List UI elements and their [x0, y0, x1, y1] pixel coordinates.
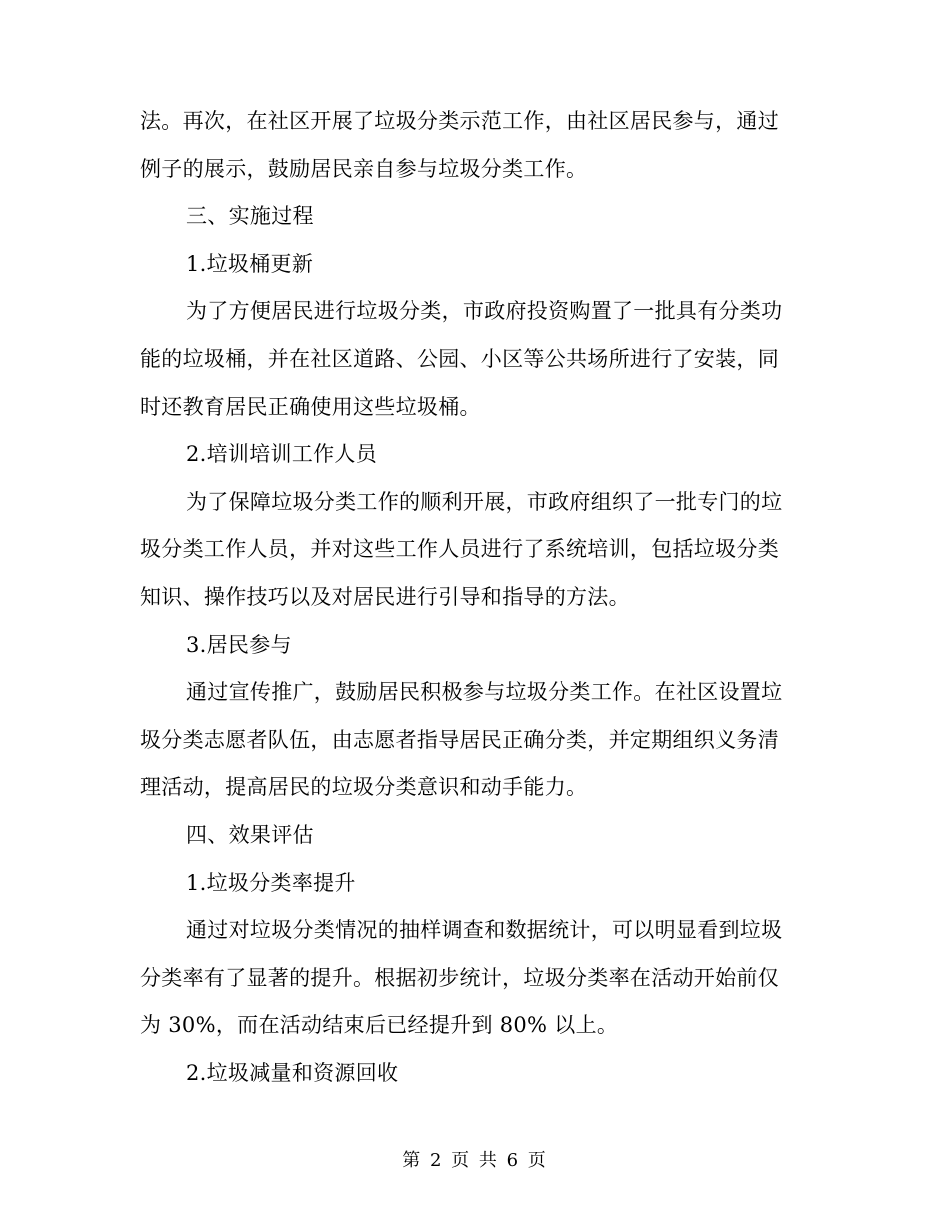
- subsection-heading: 2.培训培训工作人员: [186, 442, 378, 467]
- text-line: 例子的展示，鼓励居民亲自参与垃圾分类工作。: [140, 156, 588, 181]
- text-line: 能的垃圾桶，并在社区道路、公园、小区等公共场所进行了安装，同: [140, 346, 779, 371]
- page-footer: 第 2 页 共 6 页: [402, 1150, 548, 1171]
- text-line: 为 30%，而在活动结束后已经提升到 80% 以上。: [140, 1013, 619, 1038]
- text-line: 为了方便居民进行垃圾分类，市政府投资购置了一批具有分类功: [186, 299, 783, 324]
- text-line: 法。再次，在社区开展了垃圾分类示范工作，由社区居民参与，通过: [140, 109, 779, 133]
- subsection-heading: 2.垃圾减量和资源回收: [186, 1060, 399, 1085]
- text-line: 圾分类工作人员，并对这些工作人员进行了系统培训，包括垃圾分类: [140, 537, 779, 562]
- document-body: [140, 98, 800, 1097]
- subsection-heading: 1.垃圾桶更新: [186, 251, 314, 276]
- subsection-heading: 1.垃圾分类率提升: [186, 870, 356, 895]
- text-line: 通过对垃圾分类情况的抽样调查和数据统计，可以明显看到垃圾: [186, 918, 783, 943]
- text-line: 知识、操作技巧以及对居民进行引导和指导的方法。: [140, 584, 630, 609]
- section-heading: 四、效果评估: [186, 822, 314, 847]
- subsection-heading: 3.居民参与: [186, 632, 292, 657]
- text-line: 通过宣传推广，鼓励居民积极参与垃圾分类工作。在社区设置垃: [186, 680, 783, 705]
- text-line: 分类率有了显著的提升。根据初步统计，垃圾分类率在活动开始前仅: [140, 965, 779, 990]
- text-line: 理活动，提高居民的垃圾分类意识和动手能力。: [140, 775, 588, 800]
- text-line: 圾分类志愿者队伍，由志愿者指导居民正确分类，并定期组织义务清: [140, 727, 779, 752]
- text-line: 为了保障垃圾分类工作的顺利开展，市政府组织了一批专门的垃: [186, 489, 783, 514]
- section-heading: 三、实施过程: [186, 204, 314, 229]
- text-line: 时还教育居民正确使用这些垃圾桶。: [140, 394, 481, 419]
